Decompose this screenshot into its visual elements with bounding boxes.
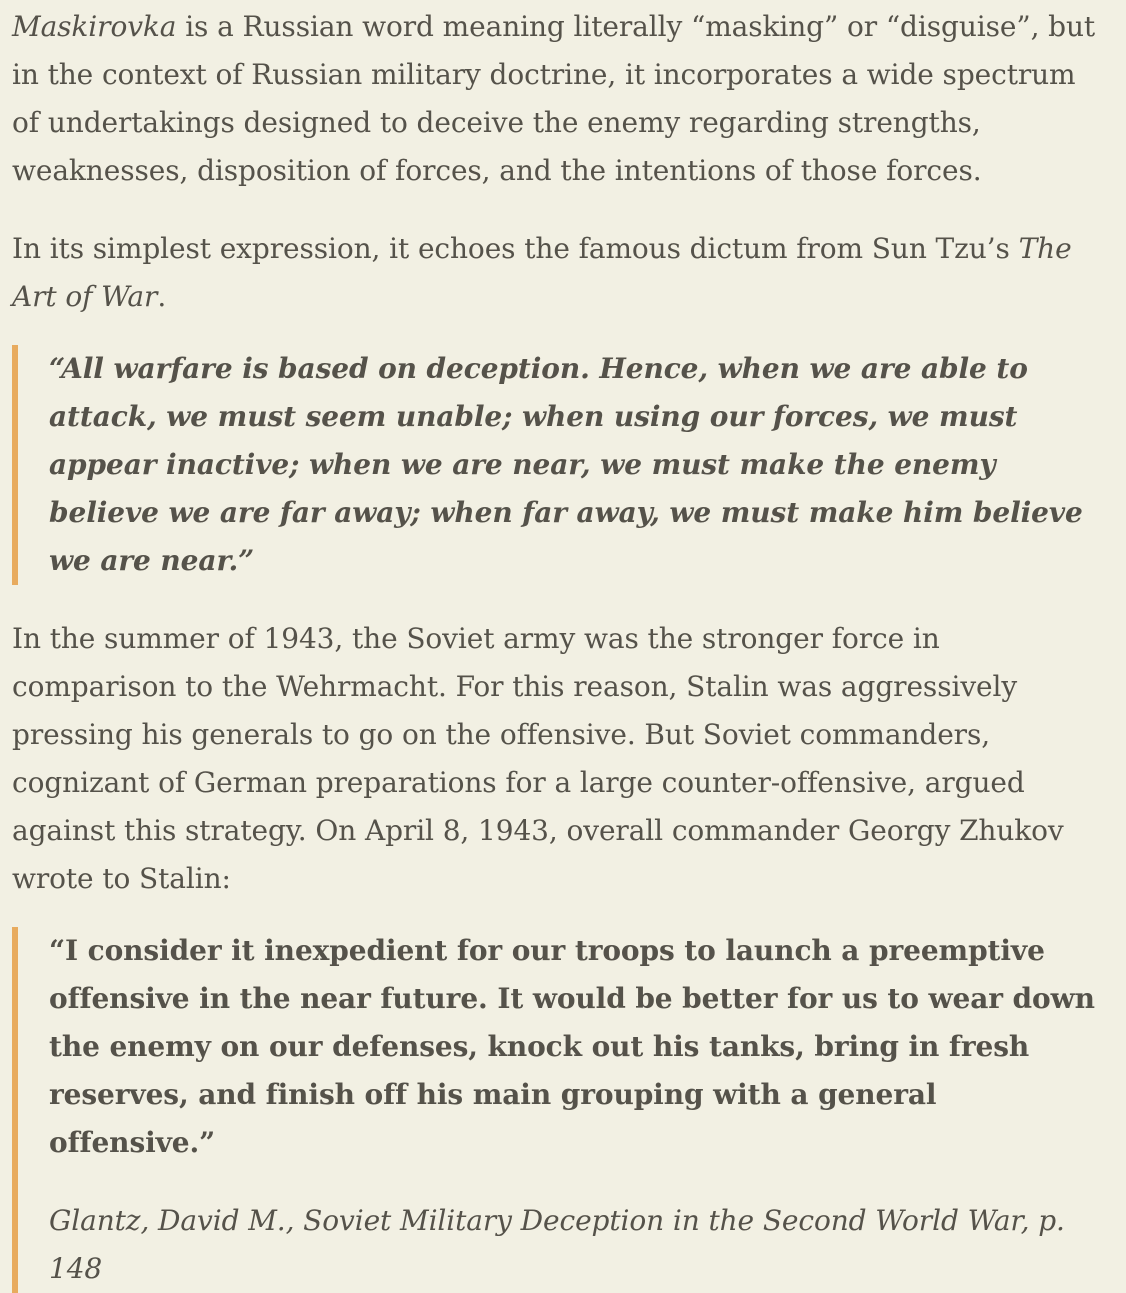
intro-paragraph	[12, 3, 1100, 195]
zhukov-blockquote	[12, 927, 1100, 1293]
zhukov-quote-text: “I consider it inexpedient for our troops to launch a preemptive offensive in the near future. It would be better for us to wear down the enemy on our defenses, knock out his tanks, bring in fresh reserves, and finish off his main grouping with a general offensive.”	[49, 934, 1095, 1159]
sun-tzu-paragraph	[12, 225, 1100, 321]
sun-tzu-tail: .	[157, 280, 167, 313]
soviet-army-paragraph: In the summer of 1943, the Soviet army was the stronger force in comparison to the Wehrmacht. For this reason, Stalin was aggressively pressing his generals to go on the offensive. But Soviet commanders, cognizant of German preparations for a large counter-offensive, argued against this strategy. On April 8, 1943, overall commander Georgy Zhukov wrote to Stalin:	[12, 622, 1064, 895]
sun-tzu-blockquote	[12, 345, 1100, 585]
art-of-war-title: The Art of War	[12, 232, 1072, 313]
sun-tzu-lead: In its simplest expression, it echoes the famous dictum from Sun Tzu’s	[12, 232, 1019, 265]
sun-tzu-quote-text: “All warfare is based on deception. Hence, when we are able to attack, we must seem unable; when using our forces, we must appear inactive; when we are near, we must make the enemy believe we are far away; when far away, we must make him believe we are near.”	[49, 352, 1083, 577]
maskirovka-term: Maskirovka	[12, 10, 177, 43]
quote-citation: Glantz, David M., Soviet Military Deception in the Second World War, p. 148	[49, 1204, 1065, 1285]
intro-paragraph-text: is a Russian word meaning literally “masking” or “disguise”, but in the context of Russian military doctrine, it incorporates a wide spectrum of undertakings designed to deceive the enemy regarding strengths, weaknesses, disposition of forces, and the intentions of those forces.	[12, 10, 1096, 187]
